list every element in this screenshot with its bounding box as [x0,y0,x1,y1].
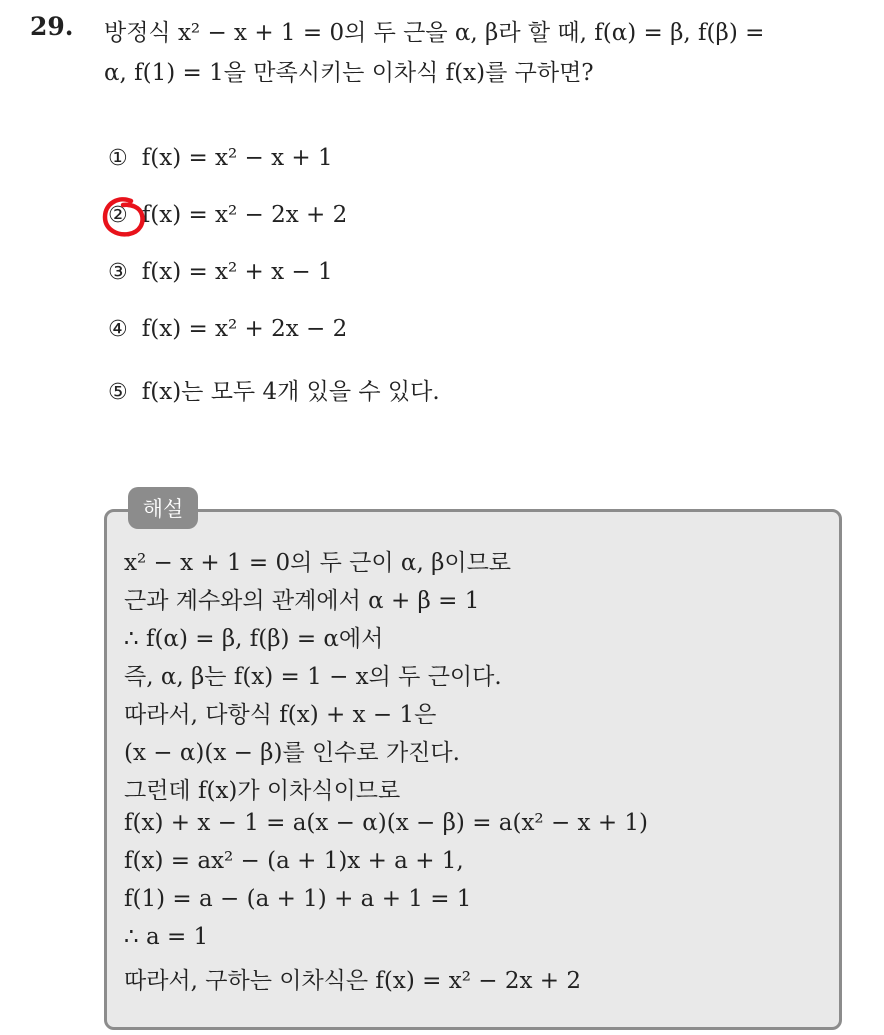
solution-line: f(x) = ax² − (a + 1)x + a + 1, [124,848,464,874]
question-number: 29. [30,12,74,41]
choice-3[interactable] [108,259,333,285]
solution-line: 따라서, 구하는 이차식은 f(x) = x² − 2x + 2 [124,968,581,994]
choice-marker: ④ [108,317,128,342]
choice-marker: ⑤ [108,380,128,405]
choice-text: f(x)는 모두 4개 있을 수 있다. [141,379,440,405]
choice-1[interactable] [108,145,333,171]
answer-circle-mark-icon [101,195,147,239]
solution-line: 따라서, 다항식 f(x) + x − 1은 [124,702,437,728]
solution-line: 그런데 f(x)가 이차식이므로 [124,778,401,804]
choice-text: f(x) = x² + x − 1 [141,259,333,285]
solution-line: 즉, α, β는 f(x) = 1 − x의 두 근이다. [124,664,502,690]
choice-5[interactable] [108,373,440,406]
question-text-line-1: 방정식 x² − x + 1 = 0의 두 근을 α, β라 할 때, f(α) = β, f(β) = [104,20,765,46]
choice-text: f(x) = x² − 2x + 2 [141,202,348,228]
choice-4[interactable] [108,316,347,342]
choice-text: f(x) = x² − x + 1 [141,145,333,171]
question-text-line-2: α, f(1) = 1을 만족시키는 이차식 f(x)를 구하면? [104,60,594,86]
choice-text: f(x) = x² + 2x − 2 [141,316,348,342]
solution-line: ∴ f(α) = β, f(β) = α에서 [124,626,384,652]
solution-line: x² − x + 1 = 0의 두 근이 α, β이므로 [124,550,512,576]
solution-line: ∴ a = 1 [124,924,209,950]
solution-label: 해설 [128,487,198,529]
solution-line: 근과 계수와의 관계에서 α + β = 1 [124,588,480,614]
choice-marker: ① [108,146,128,171]
choice-marker: ③ [108,260,128,285]
solution-line: (x − α)(x − β)를 인수로 가진다. [124,740,460,766]
solution-line: f(1) = a − (a + 1) + a + 1 = 1 [124,886,472,912]
choice-marker: ② [108,203,128,228]
solution-line: f(x) + x − 1 = a(x − α)(x − β) = a(x² − x + 1) [124,810,649,836]
